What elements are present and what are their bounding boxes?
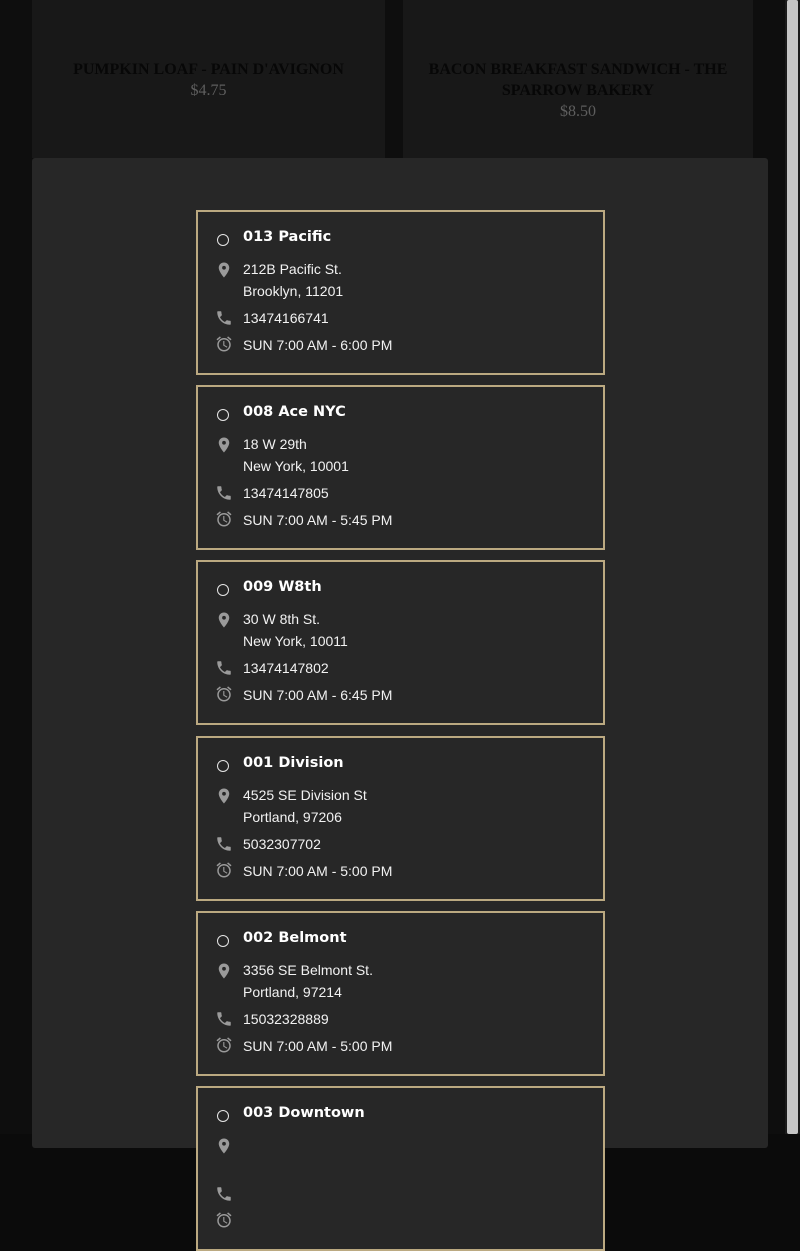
alarm-clock-icon — [215, 335, 233, 353]
phone-icon — [215, 309, 233, 327]
store-address-line1: 18 W 29th — [243, 436, 307, 452]
store-hours: SUN 7:00 AM - 6:00 PM — [243, 337, 393, 353]
map-pin-icon — [215, 1137, 233, 1155]
store-select-radio[interactable] — [217, 409, 229, 421]
phone-icon — [215, 835, 233, 853]
store-card[interactable] — [196, 210, 605, 375]
store-phone: 5032307702 — [243, 836, 321, 852]
store-address-line2: New York, 10001 — [243, 458, 349, 474]
store-select-radio[interactable] — [217, 584, 229, 596]
map-pin-icon — [215, 261, 233, 279]
product-card[interactable] — [403, 0, 753, 158]
store-address-line2: Portland, 97206 — [243, 809, 342, 825]
phone-icon — [215, 1185, 233, 1203]
phone-icon — [215, 484, 233, 502]
store-card[interactable] — [196, 1086, 605, 1251]
phone-icon — [215, 659, 233, 677]
map-pin-icon — [215, 611, 233, 629]
store-select-radio[interactable] — [217, 935, 229, 947]
store-address-line1: 3356 SE Belmont St. — [243, 962, 373, 978]
product-price: $8.50 — [560, 103, 596, 120]
store-name: 001 Division — [243, 755, 344, 771]
store-address-line1: 4525 SE Division St — [243, 787, 367, 803]
scrollbar[interactable] — [785, 0, 800, 1134]
map-pin-icon — [215, 436, 233, 454]
map-pin-icon — [215, 962, 233, 980]
alarm-clock-icon — [215, 1211, 233, 1229]
store-hours: SUN 7:00 AM - 5:00 PM — [243, 863, 393, 879]
alarm-clock-icon — [215, 685, 233, 703]
product-title: PUMPKIN LOAF - PAIN D'AVIGNON — [73, 61, 344, 78]
store-name: 009 W8th — [243, 579, 322, 595]
alarm-clock-icon — [215, 1036, 233, 1054]
map-pin-icon — [215, 787, 233, 805]
alarm-clock-icon — [215, 861, 233, 879]
store-hours: SUN 7:00 AM - 5:45 PM — [243, 512, 393, 528]
store-card[interactable] — [196, 736, 605, 901]
store-card[interactable] — [196, 560, 605, 725]
store-address-line1: 30 W 8th St. — [243, 611, 321, 627]
store-phone: 15032328889 — [243, 1011, 329, 1027]
store-name: 013 Pacific — [243, 229, 332, 245]
store-address-line2: New York, 10011 — [243, 633, 348, 649]
store-name: 002 Belmont — [243, 930, 347, 946]
store-phone: 13474147805 — [243, 485, 329, 501]
store-address-line2: Brooklyn, 11201 — [243, 283, 344, 299]
phone-icon — [215, 1010, 233, 1028]
store-phone: 13474147802 — [243, 660, 329, 676]
product-price: $4.75 — [190, 82, 227, 99]
store-hours: SUN 7:00 AM - 6:45 PM — [243, 687, 393, 703]
store-select-radio[interactable] — [217, 234, 229, 246]
store-name: 008 Ace NYC — [243, 404, 346, 420]
store-hours: SUN 7:00 AM - 5:00 PM — [243, 1038, 393, 1054]
product-card[interactable] — [32, 0, 385, 158]
store-select-radio[interactable] — [217, 760, 229, 772]
store-card[interactable] — [196, 385, 605, 550]
store-address-line1: 212B Pacific St. — [243, 261, 342, 277]
store-address-line2: Portland, 97214 — [243, 984, 342, 1000]
store-phone: 13474166741 — [243, 310, 329, 326]
store-name: 003 Downtown — [243, 1105, 365, 1121]
store-card[interactable] — [196, 911, 605, 1076]
scrollbar-thumb[interactable] — [787, 0, 798, 1134]
store-select-radio[interactable] — [217, 1110, 229, 1122]
alarm-clock-icon — [215, 510, 233, 528]
product-title: BACON BREAKFAST SANDWICH - THE SPARROW BAKERY — [428, 61, 728, 99]
